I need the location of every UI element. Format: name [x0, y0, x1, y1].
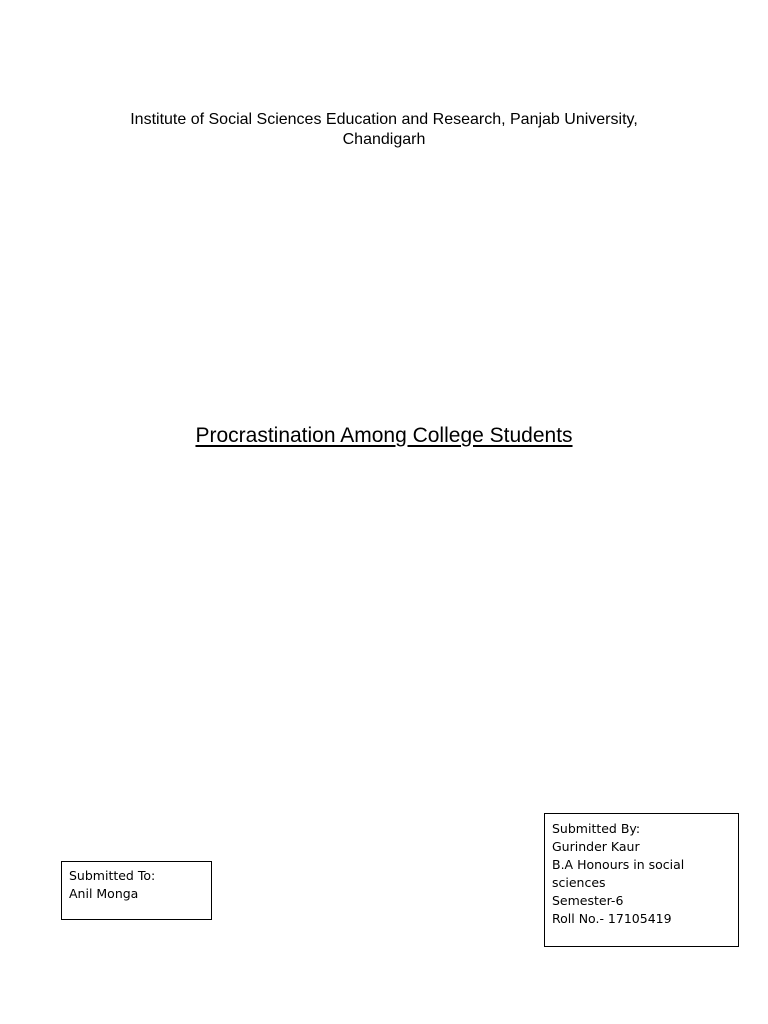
- student-name: Gurinder Kaur: [552, 839, 640, 854]
- course-line-2: sciences: [552, 875, 606, 890]
- submitted-to-name: Anil Monga: [69, 886, 139, 901]
- submitted-by-label: Submitted By:: [552, 821, 641, 836]
- course-line-1: B.A Honours in social: [552, 857, 685, 872]
- semester: Semester-6: [552, 893, 624, 908]
- roll-number: Roll No.- 17105419: [552, 911, 672, 926]
- institute-line-2: Chandigarh: [342, 131, 426, 148]
- document-title: Procrastination Among College Students: [195, 424, 573, 447]
- submitted-to-box: [61, 861, 212, 920]
- institute-heading: [60, 110, 708, 150]
- institute-line-1: Institute of Social Sciences Education and Research, Panjab University,: [130, 111, 638, 128]
- submitted-to-label: Submitted To:: [69, 868, 156, 883]
- submitted-by-box: [544, 813, 739, 947]
